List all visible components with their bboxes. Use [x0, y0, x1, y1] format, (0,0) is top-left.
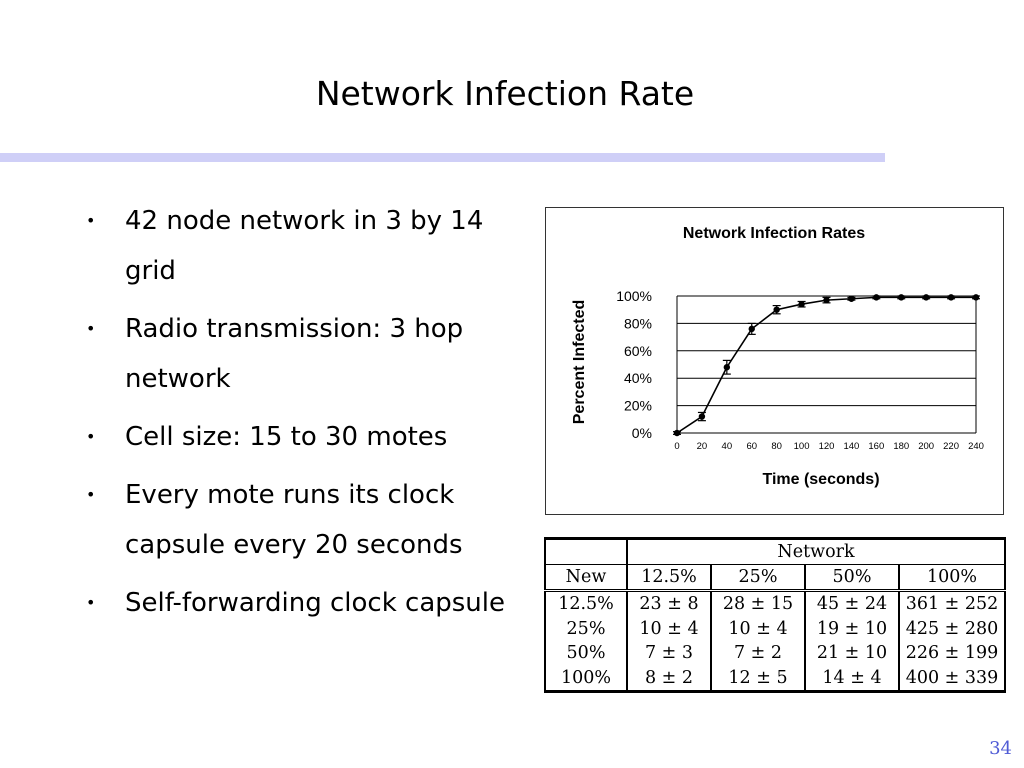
y-tick-label: 40%: [623, 370, 652, 387]
table-cell: 425 ± 280: [899, 617, 1005, 642]
bullet-list: [82, 196, 530, 636]
x-axis-label: Time (seconds): [762, 471, 880, 488]
x-tick-label: 160: [868, 441, 885, 452]
chart-title: Network Infection Rates: [682, 225, 866, 242]
bullet-dot-icon: •: [86, 319, 96, 338]
table-cell: 19 ± 10: [805, 617, 899, 642]
table-row: [545, 617, 1005, 642]
table-group-header: Network: [627, 539, 1005, 565]
bullet-text: Radio transmission: 3 hop network: [125, 314, 464, 394]
table-row: [545, 641, 1005, 666]
bullet-item: [82, 578, 530, 628]
table-row-label: 25%: [545, 617, 627, 642]
x-tick-label: 180: [893, 441, 910, 452]
table-corner-blank: [545, 539, 627, 565]
table-row: [545, 666, 1005, 692]
chart-gridlines: [677, 296, 976, 406]
table-cell: 28 ± 15: [711, 591, 805, 617]
bullet-item: [82, 196, 530, 296]
y-tick-labels: [616, 288, 652, 441]
bullet-text: Self-forwarding clock capsule: [125, 588, 506, 618]
table-cell: 361 ± 252: [899, 591, 1005, 617]
data-point: [898, 294, 904, 300]
x-tick-label: 140: [843, 441, 860, 452]
infection-time-table: [544, 537, 1006, 693]
series-line: [677, 297, 976, 433]
chart-series: [673, 294, 980, 436]
table-cell: 10 ± 4: [627, 617, 711, 642]
infection-rate-chart: [545, 207, 1004, 515]
chart-canvas: [546, 208, 1003, 514]
bullet-dot-icon: •: [86, 427, 96, 446]
table-group-header-row: [545, 539, 1005, 565]
y-tick-label: 20%: [623, 397, 652, 414]
y-tick-label: 0%: [631, 425, 652, 441]
table-column-header-row: [545, 565, 1005, 591]
table-column-header: 50%: [805, 565, 899, 591]
y-tick-label: 80%: [623, 315, 652, 332]
x-tick-label: 80: [771, 441, 782, 452]
x-tick-label: 120: [818, 441, 835, 452]
table-cell: 7 ± 3: [627, 641, 711, 666]
data-point: [948, 294, 954, 300]
data-point: [724, 364, 730, 370]
bullet-item: [82, 304, 530, 404]
table-cell: 7 ± 2: [711, 641, 805, 666]
x-tick-labels: [674, 441, 984, 452]
table-cell: 8 ± 2: [627, 666, 711, 692]
x-tick-label: 220: [943, 441, 960, 452]
data-point: [773, 307, 779, 313]
bullet-dot-icon: •: [86, 211, 96, 230]
data-point: [674, 430, 680, 436]
data-point: [823, 297, 829, 303]
chart-axes: [677, 296, 976, 433]
x-tick-label: 40: [721, 441, 733, 452]
bullet-text: Every mote runs its clock capsule every 20 seconds: [125, 480, 463, 560]
data-point: [848, 296, 854, 302]
table-cell: 400 ± 339: [899, 666, 1005, 692]
table-cell: 45 ± 24: [805, 591, 899, 617]
data-point: [923, 294, 929, 300]
table-column-header: 100%: [899, 565, 1005, 591]
y-tick-label: 100%: [616, 288, 652, 304]
data-point: [798, 301, 804, 307]
table-cell: 12 ± 5: [711, 666, 805, 692]
table-row-label: 100%: [545, 666, 627, 692]
data-point: [699, 413, 705, 419]
x-tick-label: 60: [746, 441, 758, 452]
y-tick-label: 60%: [623, 342, 652, 359]
table-column-header: 25%: [711, 565, 805, 591]
bullet-dot-icon: •: [86, 593, 96, 612]
x-tick-label: 20: [696, 441, 708, 452]
bullet-dot-icon: •: [86, 485, 96, 504]
slide-title: Network Infection Rate: [315, 74, 695, 113]
table-cell: 23 ± 8: [627, 591, 711, 617]
bullet-item: [82, 412, 530, 462]
data-point: [749, 326, 755, 332]
table-row-label: 50%: [545, 641, 627, 666]
y-axis-label: Percent Infected: [571, 299, 588, 425]
bullet-text: 42 node network in 3 by 14 grid: [125, 206, 484, 286]
table-column-header: 12.5%: [627, 565, 711, 591]
x-tick-label: 240: [968, 441, 984, 452]
table-cell: 21 ± 10: [805, 641, 899, 666]
x-tick-label: 100: [793, 441, 810, 452]
x-tick-label: 0: [674, 441, 680, 452]
title-underline: [0, 153, 885, 162]
table-cell: 226 ± 199: [899, 641, 1005, 666]
table-row: [545, 591, 1005, 617]
table-cell: 14 ± 4: [805, 666, 899, 692]
table-row-label: 12.5%: [545, 591, 627, 617]
bullet-text: Cell size: 15 to 30 motes: [125, 422, 448, 452]
table-corner-label: New: [545, 565, 627, 591]
data-point: [973, 294, 979, 300]
data-point: [873, 294, 879, 300]
table-cell: 10 ± 4: [711, 617, 805, 642]
bullet-item: [82, 470, 530, 570]
x-tick-label: 200: [918, 441, 935, 452]
page-number: 34: [989, 738, 1012, 759]
